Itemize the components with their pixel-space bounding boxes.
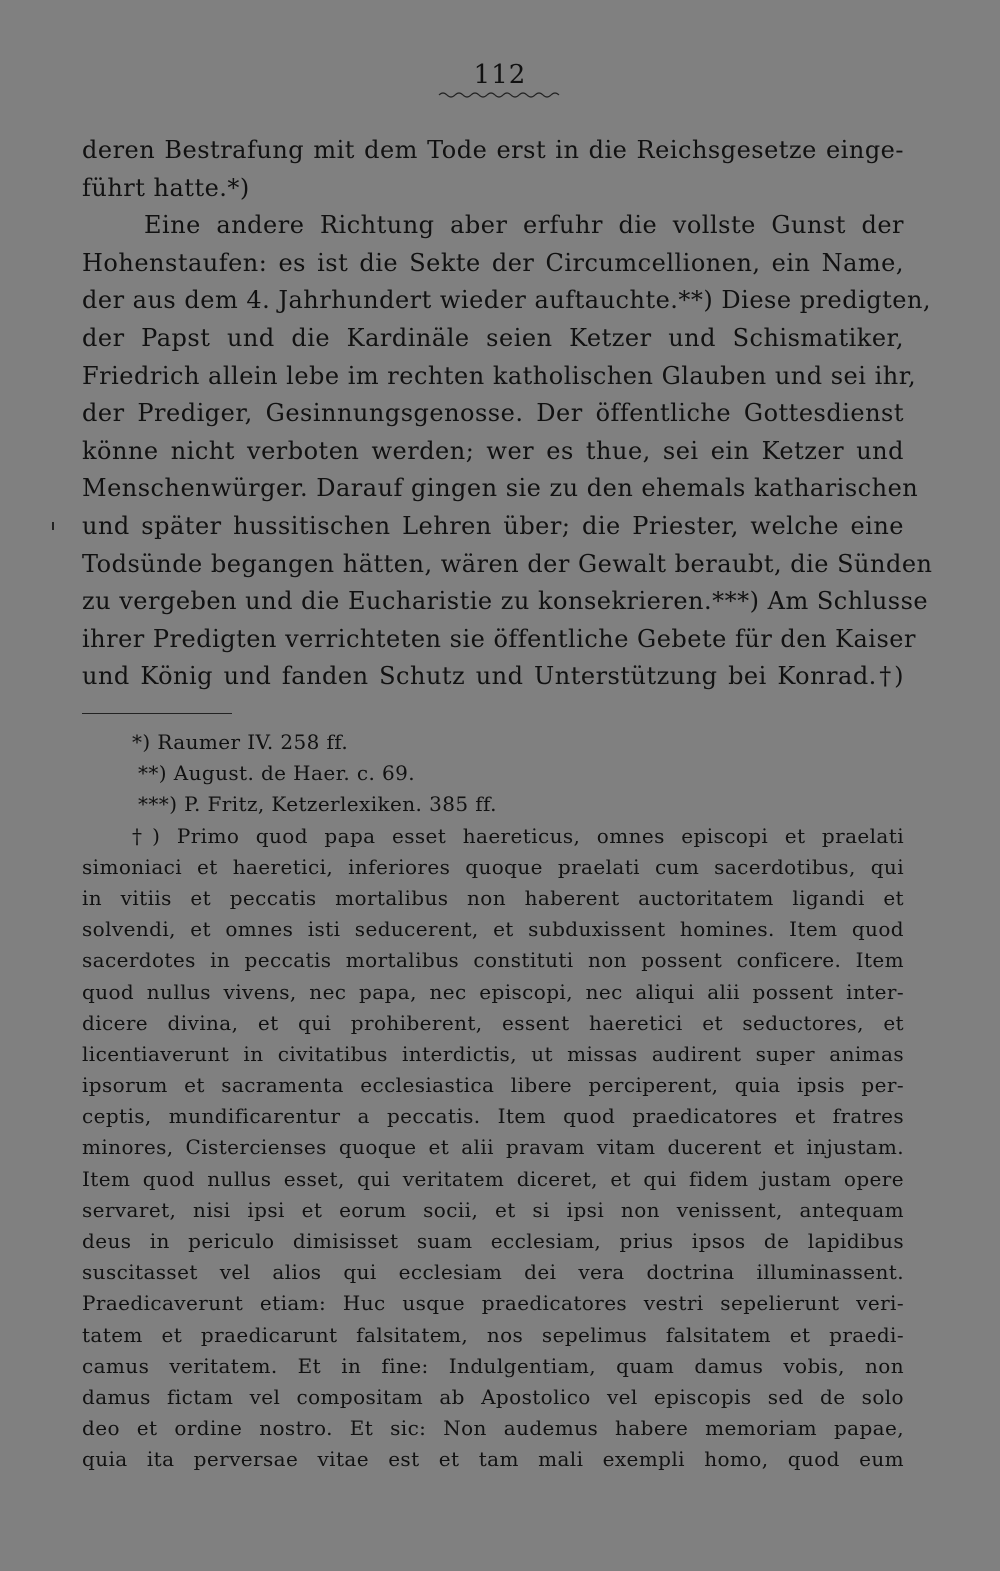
stray-ink-mark xyxy=(52,522,54,530)
footnote-line: solvendi, et omnes isti seducerent, et subduxissent homines. Item quod xyxy=(82,917,904,942)
footnote-line: in vitiis et peccatis mortalibus non haberent auctoritatem ligandi et xyxy=(82,885,904,910)
footnote-line: dicere divina, et qui prohiberent, essent haeretici et seductores, et xyxy=(82,1010,904,1035)
body-line: ihrer Predigten verrichteten sie öffentliche Gebete für den Kaiser xyxy=(82,624,916,653)
footnote-line: simoniaci et haeretici, inferiores quoque praelati cum sacerdotibus, qui xyxy=(82,854,904,879)
body-line: könne nicht verboten werden; wer es thue, sei ein Ketzer und xyxy=(82,436,904,465)
footnote-ref: **) August. de Haer. c. 69. xyxy=(138,761,415,786)
footnote-line: †) Primo quod papa esset haereticus, omnes episcopi et praelati xyxy=(132,823,904,848)
footnote-separator xyxy=(82,713,232,714)
footnote-line: tatem et praedicarunt falsitatem, nos sepelimus falsitatem et praedi- xyxy=(82,1322,904,1347)
body-line: Eine andere Richtung aber erfuhr die vollste Gunst der xyxy=(144,211,904,240)
body-line: der Prediger, Gesinnungsgenosse. Der öffentliche Gottesdienst xyxy=(82,399,904,428)
footnote-line: licentiaverunt in civitatibus interdictis, ut missas audirent super animas xyxy=(82,1041,904,1066)
footnote-line: minores, Cistercienses quoque et alii pravam vitam ducerent et injustam. xyxy=(82,1135,904,1160)
footnote-line: ceptis, mundificarentur a peccatis. Item quod praedicatores et fratres xyxy=(82,1104,904,1129)
footnote-line: damus fictam vel compositam ab Apostolico vel episcopis sed de solo xyxy=(82,1384,904,1409)
footnote-line: camus veritatem. Et in fine: Indulgentiam, quam damus vobis, non xyxy=(82,1353,904,1378)
footnote-line: sacerdotes in peccatis mortalibus constituti non possent conficere. Item xyxy=(82,948,904,973)
body-line: der aus dem 4. Jahrhundert wieder auftauchte.**) Diese predigten, xyxy=(82,286,932,315)
footnote-line: servaret, nisi ipsi et eorum socii, et si ipsi non venissent, antequam xyxy=(82,1197,904,1222)
body-line: Todsünde begangen hätten, wären der Gewalt beraubt, die Sünden xyxy=(82,549,933,578)
body-line: und später hussitischen Lehren über; die Priester, welche eine xyxy=(82,511,904,540)
footnote-ref: ***) P. Fritz, Ketzerlexiken. 385 ff. xyxy=(138,792,497,817)
body-line: und König und fanden Schutz und Unterstützung bei Konrad.†) xyxy=(82,662,904,691)
footnotes xyxy=(82,727,904,1476)
footnote-line: deo et ordine nostro. Et sic: Non audemus habere memoriam papae, xyxy=(82,1416,904,1441)
footnote-line: suscitasset vel alios qui ecclesiam dei vera doctrina illuminassent. xyxy=(82,1260,904,1285)
page-number: 112 xyxy=(473,60,527,90)
footnote-line: Praedicaverunt etiam: Huc usque praedicatores vestri sepelierunt veri- xyxy=(82,1291,904,1316)
page-number-ornament xyxy=(437,90,561,100)
footnote-line: Item quod nullus esset, qui veritatem diceret, et qui fidem justam opere xyxy=(82,1166,904,1191)
body-text xyxy=(82,132,933,696)
body-line: Friedrich allein lebe im rechten katholischen Glauben und sei ihr, xyxy=(82,361,917,390)
body-line: Menschenwürger. Darauf gingen sie zu den ehemals katharischen xyxy=(82,474,919,503)
body-line: führt hatte.*) xyxy=(82,173,250,202)
body-line: der Papst und die Kardinäle seien Ketzer und Schismatiker, xyxy=(82,323,904,352)
footnote-ref: *) Raumer IV. 258 ff. xyxy=(132,730,349,754)
footnote-line: deus in periculo dimisisset suam ecclesiam, prius ipsos de lapidibus xyxy=(82,1229,904,1253)
footnote-line: ipsorum et sacramenta ecclesiastica libere perciperent, quia ipsis per- xyxy=(82,1073,904,1098)
body-line: zu vergeben und die Eucharistie zu konsekrieren.***) Am Schlusse xyxy=(82,587,929,616)
body-line: Hohenstaufen: es ist die Sekte der Circumcellionen, ein Name, xyxy=(82,248,904,277)
footnote-line: quod nullus vivens, nec papa, nec episcopi, nec aliqui alii possent inter- xyxy=(82,979,904,1004)
footnote-line: quia ita perversae vitae est et tam mali exempli homo, quod eum xyxy=(82,1447,904,1472)
body-line: deren Bestrafung mit dem Tode erst in die Reichsgesetze einge- xyxy=(82,136,904,164)
